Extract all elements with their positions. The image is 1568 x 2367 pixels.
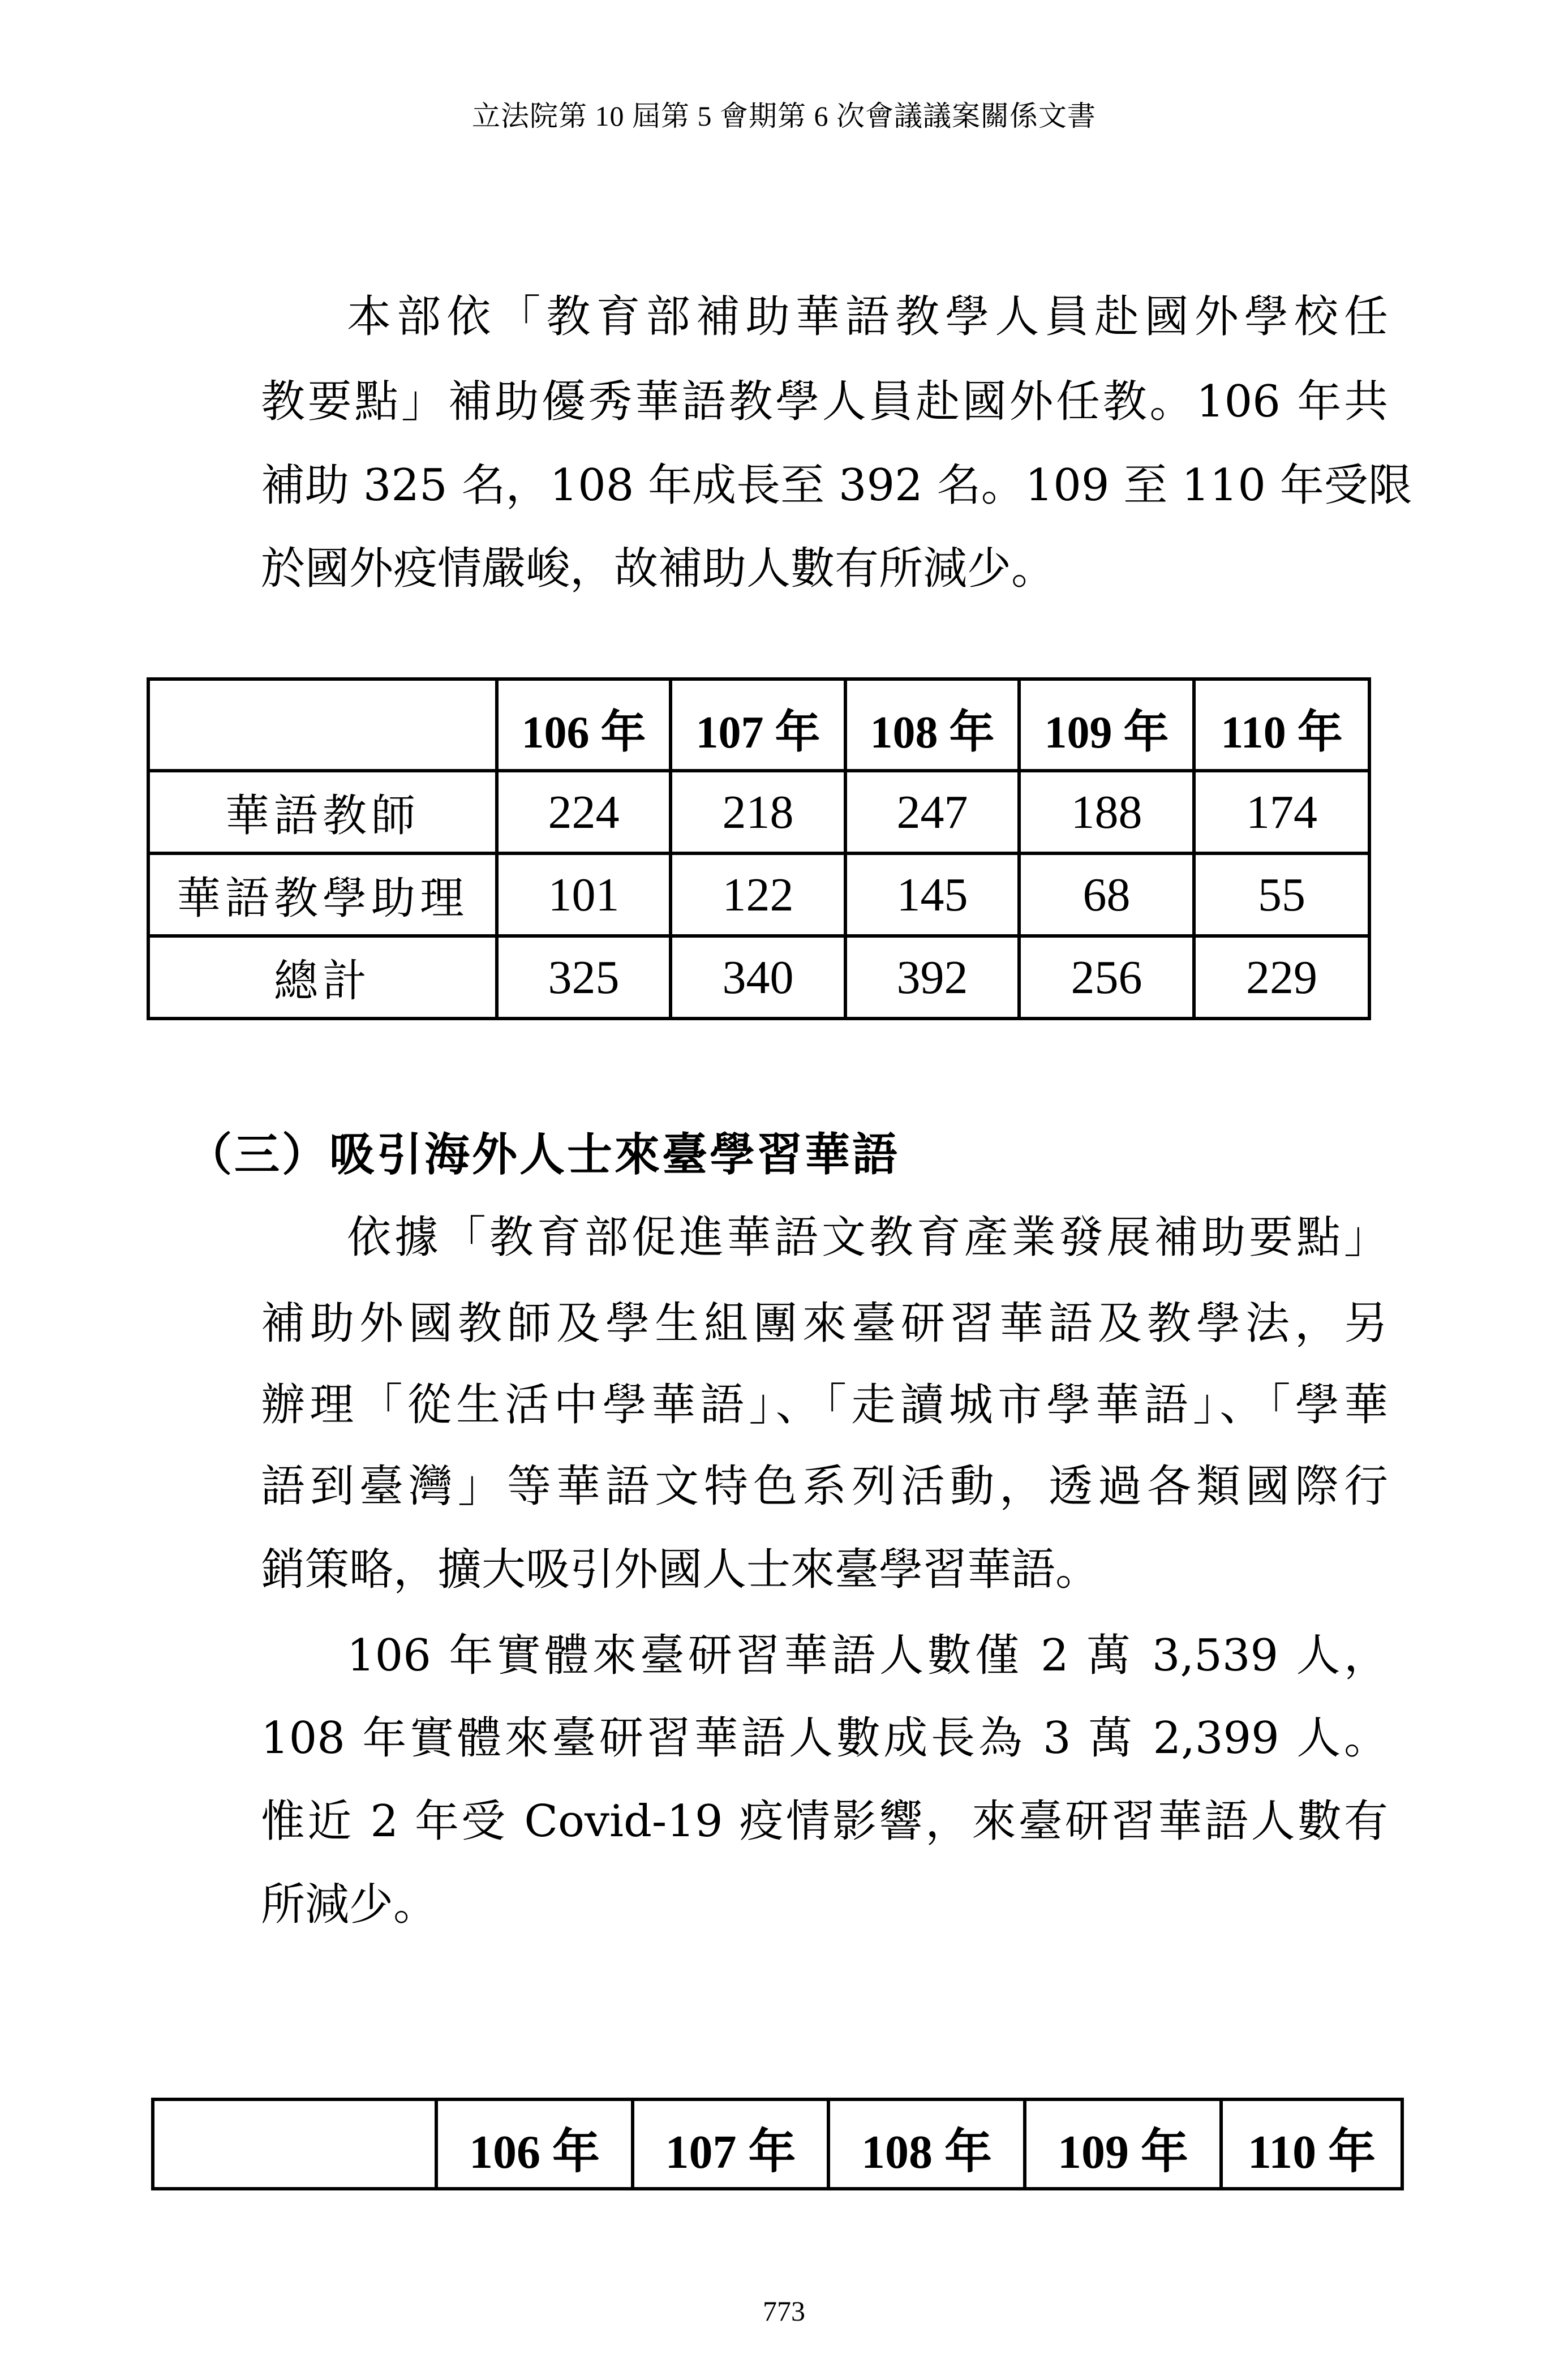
table-cell: 325 xyxy=(497,936,671,1019)
table-cell: 174 xyxy=(1194,771,1369,853)
row-label: 總計 xyxy=(148,936,497,1019)
paragraph-2-line-4: 語到臺灣」等華語文特色系列活動，透過各類國際行 xyxy=(261,1461,1388,1512)
paragraph-2-line-2: 補助外國教師及學生組團來臺研習華語及教學法，另 xyxy=(261,1298,1388,1349)
paragraph-3-line-4: 所減少。 xyxy=(261,1879,438,1930)
column-header: 108 年 xyxy=(828,2099,1025,2189)
table-corner-cell xyxy=(153,2099,436,2189)
paragraph-1-line-1: 本部依「教育部補助華語教學人員赴國外學校任 xyxy=(347,291,1388,342)
column-header: 109 年 xyxy=(1019,679,1194,771)
column-header: 106 年 xyxy=(436,2099,633,2189)
row-label: 華語教師 xyxy=(148,771,497,853)
teacher-subsidy-table xyxy=(147,677,1371,1020)
paragraph-2-line-1: 依據「教育部促進華語文教育產業發展補助要點」 xyxy=(347,1212,1388,1263)
table-cell: 68 xyxy=(1019,853,1194,936)
column-header: 109 年 xyxy=(1025,2099,1221,2189)
table-cell: 392 xyxy=(845,936,1019,1019)
column-header: 110 年 xyxy=(1194,679,1369,771)
paragraph-1-line-3: 補助 325 名，108 年成長至 392 名。109 至 110 年受限 xyxy=(261,460,1412,511)
column-header: 107 年 xyxy=(671,679,845,771)
paragraph-1-line-4: 於國外疫情嚴峻，故補助人數有所減少。 xyxy=(261,543,1056,594)
table-header-row xyxy=(153,2099,1402,2189)
column-header: 107 年 xyxy=(633,2099,828,2189)
table-header-row xyxy=(148,679,1369,771)
paragraph-3-line-3: 惟近 2 年受 Covid-19 疫情影響，來臺研習華語人數有 xyxy=(261,1796,1388,1847)
table-cell: 229 xyxy=(1194,936,1369,1019)
paragraph-1-line-2: 教要點」補助優秀華語教學人員赴國外任教。106 年共 xyxy=(261,376,1388,427)
table-cell: 340 xyxy=(671,936,845,1019)
table-cell: 218 xyxy=(671,771,845,853)
table-row xyxy=(148,771,1369,853)
table-cell: 188 xyxy=(1019,771,1194,853)
table-corner-cell xyxy=(148,679,497,771)
column-header: 106 年 xyxy=(497,679,671,771)
section-heading: （三）吸引海外人士來臺學習華語 xyxy=(187,1128,900,1181)
table-cell: 55 xyxy=(1194,853,1369,936)
column-header: 110 年 xyxy=(1221,2099,1402,2189)
table-row xyxy=(148,853,1369,936)
learner-count-table xyxy=(151,2098,1404,2190)
paragraph-3-line-2: 108 年實體來臺研習華語人數成長為 3 萬 2,399 人。 xyxy=(261,1713,1388,1764)
row-label: 華語教學助理 xyxy=(148,853,497,936)
table-cell: 247 xyxy=(845,771,1019,853)
table-cell: 101 xyxy=(497,853,671,936)
table-cell: 224 xyxy=(497,771,671,853)
table-cell: 122 xyxy=(671,853,845,936)
running-header: 立法院第 10 屆第 5 會期第 6 次會議議案關係文書 xyxy=(472,100,1096,132)
page-number: 773 xyxy=(763,2295,805,2327)
table-cell: 145 xyxy=(845,853,1019,936)
paragraph-2-line-5: 銷策略，擴大吸引外國人士來臺學習華語。 xyxy=(261,1544,1100,1595)
paragraph-2-line-3: 辦理「從生活中學華語」、「走讀城市學華語」、「學華 xyxy=(261,1380,1388,1430)
paragraph-3-line-1: 106 年實體來臺研習華語人數僅 2 萬 3,539 人， xyxy=(347,1630,1388,1681)
table-row xyxy=(148,936,1369,1019)
table-cell: 256 xyxy=(1019,936,1194,1019)
column-header: 108 年 xyxy=(845,679,1019,771)
